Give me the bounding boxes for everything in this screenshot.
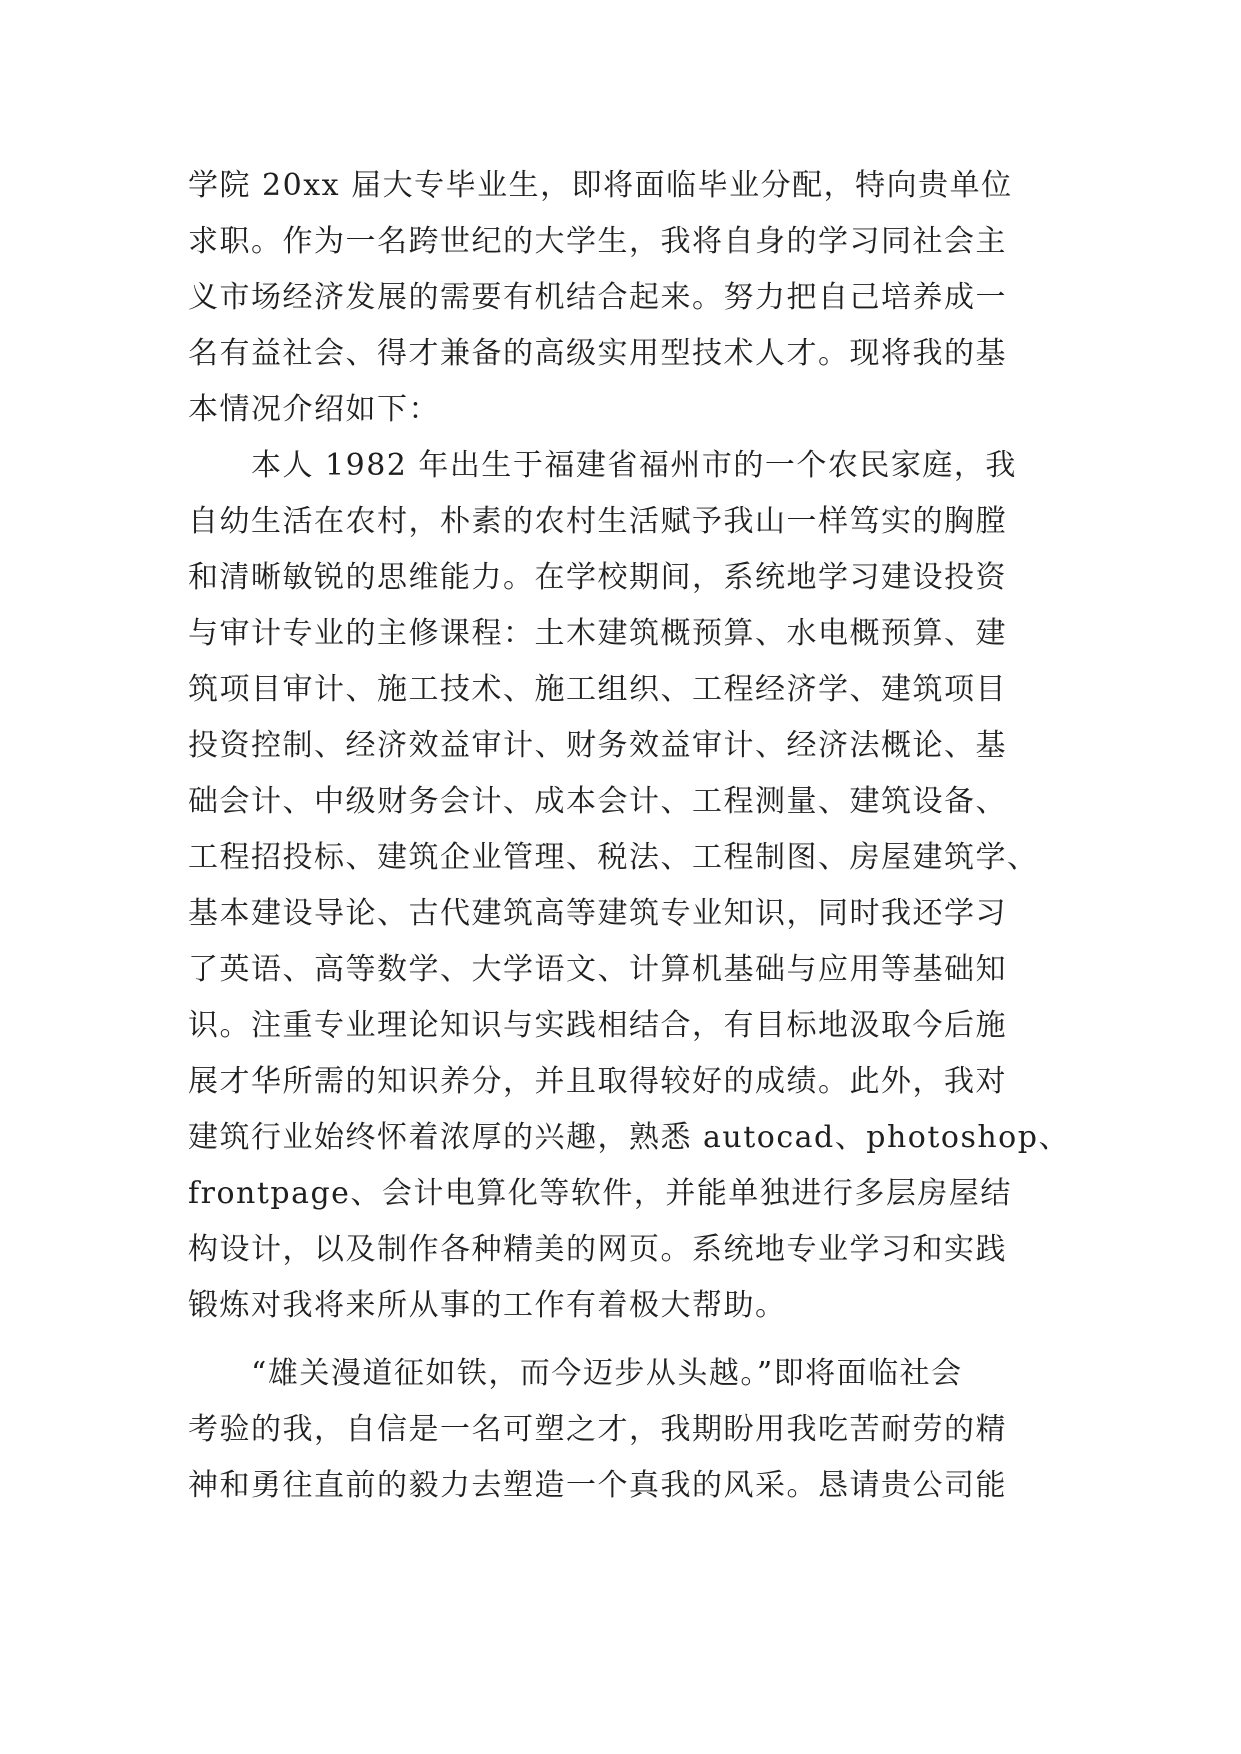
- text-line: 投资控制、经济效益审计、财务效益审计、经济法概论、基: [188, 728, 1007, 763]
- text-line: 考验的我，自信是一名可塑之才，我期盼用我吃苦耐劳的精: [188, 1412, 1007, 1447]
- text-line: 学院 20xx 届大专毕业生，即将面临毕业分配，特向贵单位: [188, 168, 1013, 203]
- text-line: 与审计专业的主修课程：土木建筑概预算、水电概预算、建: [188, 616, 1007, 651]
- text-line: 展才华所需的知识养分，并且取得较好的成绩。此外，我对: [188, 1064, 1007, 1099]
- text-line: 建筑行业始终怀着浓厚的兴趣，熟悉 autocad、photoshop、: [188, 1120, 1070, 1155]
- document-body: [188, 158, 1070, 1514]
- text-line: frontpage、会计电算化等软件，并能单独进行多层房屋结: [188, 1176, 1012, 1211]
- text-line: 名有益社会、得才兼备的高级实用型技术人才。现将我的基: [188, 336, 1007, 371]
- text-line: 本情况介绍如下：: [188, 392, 440, 427]
- text-line: 和清晰敏锐的思维能力。在学校期间，系统地学习建设投资: [188, 560, 1007, 595]
- text-line: “雄关漫道征如铁，而今迈步从头越。”即将面临社会: [188, 1356, 963, 1391]
- text-line: 构设计，以及制作各种精美的网页。系统地专业学习和实践: [188, 1232, 1007, 1267]
- paragraph-intro: [188, 158, 1048, 438]
- text-line: 自幼生活在农村，朴素的农村生活赋予我山一样笃实的胸膛: [188, 504, 1007, 539]
- text-line: 工程招投标、建筑企业管理、税法、工程制图、房屋建筑学、: [188, 840, 1039, 875]
- text-line: 识。注重专业理论知识与实践相结合，有目标地汲取今后施: [188, 1008, 1007, 1043]
- text-line: 筑项目审计、施工技术、施工组织、工程经济学、建筑项目: [188, 672, 1007, 707]
- text-line: 求职。作为一名跨世纪的大学生，我将自身的学习同社会主: [188, 224, 1007, 259]
- text-line: 义市场经济发展的需要有机结合起来。努力把自己培养成一: [188, 280, 1007, 315]
- paragraph-background: [188, 438, 1070, 1334]
- text-line: 基本建设导论、古代建筑高等建筑专业知识，同时我还学习: [188, 896, 1007, 931]
- text-line: 神和勇往直前的毅力去塑造一个真我的风采。恳请贵公司能: [188, 1468, 1007, 1503]
- paragraph-closing: [188, 1346, 1048, 1514]
- text-line: 锻炼对我将来所从事的工作有着极大帮助。: [188, 1288, 787, 1323]
- text-line: 础会计、中级财务会计、成本会计、工程测量、建筑设备、: [188, 784, 1007, 819]
- text-line: 本人 1982 年出生于福建省福州市的一个农民家庭，我: [188, 448, 1017, 483]
- paragraph-spacer: [188, 1334, 1048, 1346]
- text-line: 了英语、高等数学、大学语文、计算机基础与应用等基础知: [188, 952, 1007, 987]
